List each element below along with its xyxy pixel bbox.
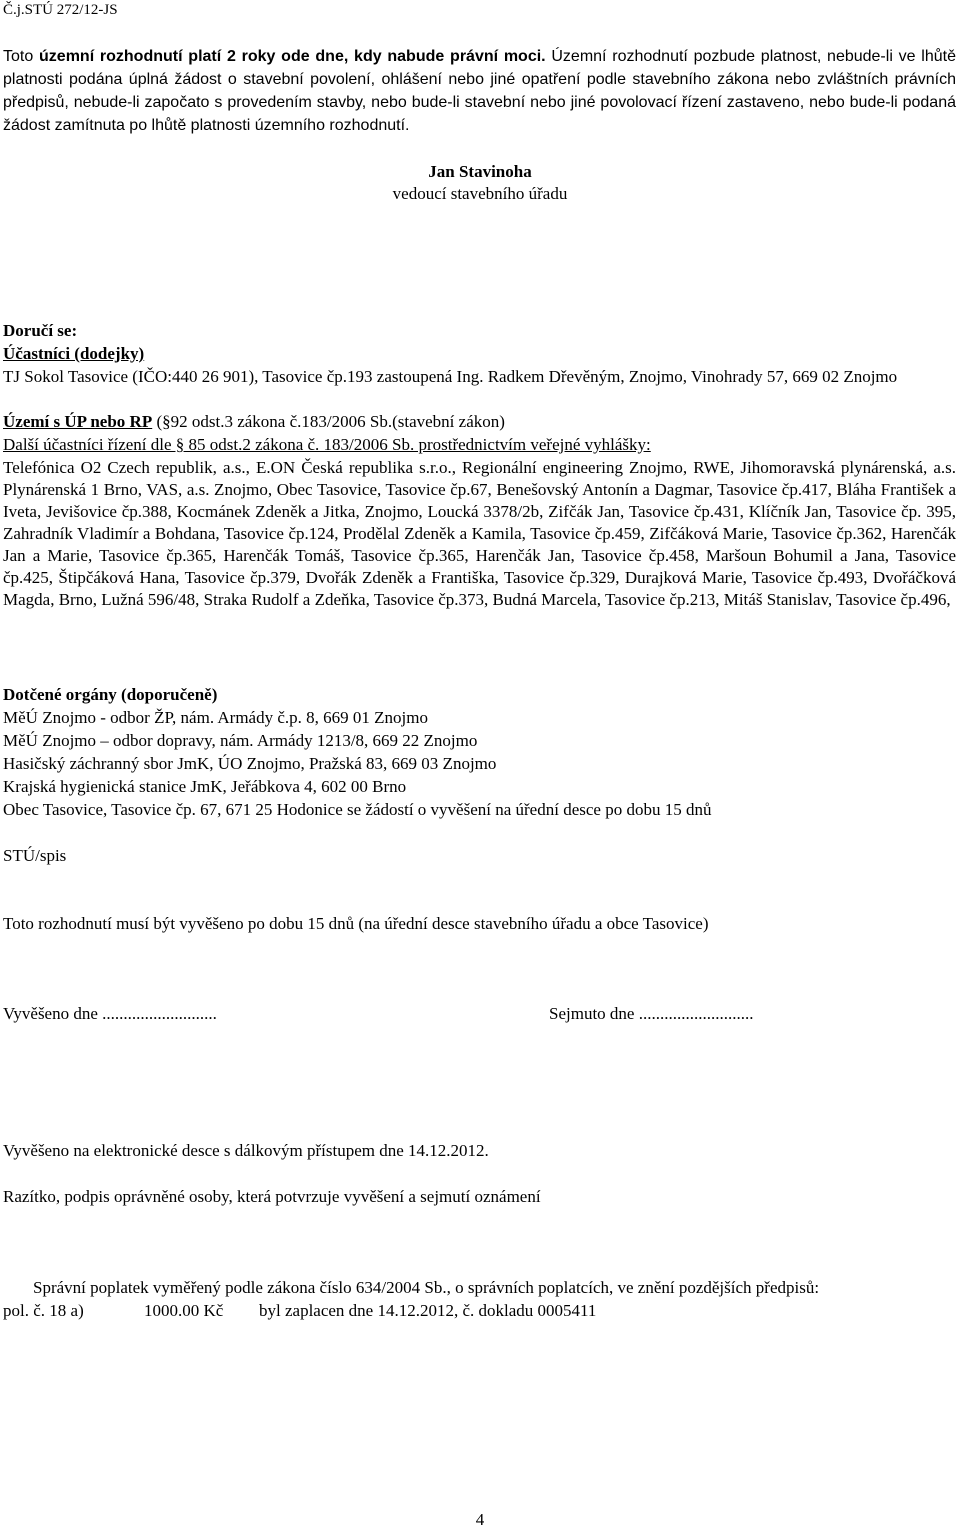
archive-note: STÚ/spis	[3, 846, 67, 865]
other-participants-heading: Další účastníci řízení dle § 85 odst.2 zákona č. 183/2006 Sb. prostřednictvím veřejné vyhlášky:	[3, 435, 651, 454]
territory-bold: Území s ÚP nebo RP	[3, 412, 153, 431]
other-participants-list: Telefónica O2 Czech republik, a.s., E.ON Česká republika s.r.o., Regionální engineering Znojmo, RWE, Jihomoravská plynárenská, a.s. Plynárenská 1 Brno, VAS, a.s. Znojmo, Obec Tasovice, Tasovice čp.67, Benešovský Antonín a Dagmar, Tasovice čp.417, Bláha František a Iveta, Jevišovice čp.388, Kocmánek Zdeněk a Jitka, Znojmo, Loucká 3378/2b, Zifčák Jan, Tasovice čp.431, Klíčník Jan, Tasovice čp. 395, Zahradník Vladimír a Bohdana, Tasovice čp.124, Prodělal Zdeněk a Kamila, Tasovice čp.459, Zifčáková Marie, Tasovice čp.362, Harenčák Jan a Marie, Tasovice čp.365, Harenčák Tomáš, Tasovice čp.365, Harenčák Jan, Tasovice čp.458, Maršoun Bohumil a Jana, Tasovice čp.425, Štipčáková Hana, Tasovice čp.379, Dvořák Zdeněk a Františka, Tasovice čp.329, Durajková Marie, Tasovice čp.493, Dvořáčková Magda, Brno, Lužná 596/48, Straka Rudolf a Zdeňka, Tasovice čp.373, Budná Marcela, Tasovice čp.213, Mitáš Stanislav, Tasovice čp.496,	[3, 458, 956, 609]
signatory-role: vedoucí stavebního úřadu	[392, 184, 568, 203]
signatory-name: Jan Stavinoha	[428, 162, 532, 181]
territory-line	[3, 411, 956, 433]
authorities-heading: Dotčené orgány (doporučeně)	[3, 685, 218, 704]
stamp-notice: Razítko, podpis oprávněné osoby, která potvrzuje vyvěšení a sejmutí oznámení	[3, 1187, 541, 1206]
participant-main: TJ Sokol Tasovice (IČO:440 26 901), Tasovice čp.193 zastoupená Ing. Radkem Dřevěným, Znojmo, Vinohrady 57, 669 02 Znojmo	[3, 367, 898, 386]
territory-rest: (§92 odst.3 zákona č.183/2006 Sb.(stavební zákon)	[152, 412, 505, 431]
authority-item: Obec Tasovice, Tasovice čp. 67, 671 25 Hodonice se žádostí o vyvěšení na úřední desce po dobu 15 dnů	[3, 800, 712, 819]
authority-item: Hasičský záchranný sbor JmK, ÚO Znojmo, Pražská 83, 669 03 Znojmo	[3, 754, 497, 773]
delivery-heading: Doručí se:	[3, 321, 78, 340]
fee-line: Správní poplatek vyměřený podle zákona číslo 634/2004 Sb., o správních poplatcích, ve znění pozdějších předpisů:	[33, 1278, 820, 1297]
electronic-posting-notice: Vyvěšeno na elektronické desce s dálkovým přístupem dne 14.12.2012.	[3, 1141, 489, 1160]
fee-amount: 1000.00 Kč	[144, 1301, 224, 1320]
validity-paragraph	[3, 45, 956, 137]
participants-heading: Účastníci (dodejky)	[3, 344, 145, 363]
fee-paid: byl zaplacen dne 14.12.2012, č. dokladu 0005411	[259, 1301, 597, 1320]
posting-notice: Toto rozhodnutí musí být vyvěšeno po dobu 15 dnů (na úřední desce stavebního úřadu a obce Tasovice)	[3, 914, 709, 933]
fee-item: pol. č. 18 a)	[3, 1301, 84, 1320]
removed-date-field: Sejmuto dne ...........................	[549, 1004, 754, 1023]
document-reference: Č.j.STÚ 272/12-JS	[3, 2, 118, 18]
authority-item: MěÚ Znojmo - odbor ŽP, nám. Armády č.p. 8, 669 01 Znojmo	[3, 708, 428, 727]
page-number: 4	[475, 1510, 485, 1529]
posted-date-field: Vyvěšeno dne ...........................	[3, 1004, 217, 1023]
authority-item: MěÚ Znojmo – odbor dopravy, nám. Armády 1213/8, 669 22 Znojmo	[3, 731, 478, 750]
validity-lead: Toto	[3, 48, 40, 65]
validity-rest: Územní rozhodnutí pozbude platnost, nebude-li ve lhůtě platnosti podána úplná žádost o stavební povolení, ohlášení nebo jiné opatření podle stavebního zákona nebo zvláštních právních předpisů, nebude-li započato s provedením stavby, nebo bude-li stavební nebo jiné povolovací řízení zastaveno, nebo bude-li podaná žádost zamítnuta po lhůtě platnosti územního rozhodnutí.	[3, 48, 956, 134]
validity-bold: územní rozhodnutí platí 2 roky ode dne, kdy nabude právní moci.	[39, 48, 546, 65]
authority-item: Krajská hygienická stanice JmK, Jeřábkova 4, 602 00 Brno	[3, 777, 407, 796]
